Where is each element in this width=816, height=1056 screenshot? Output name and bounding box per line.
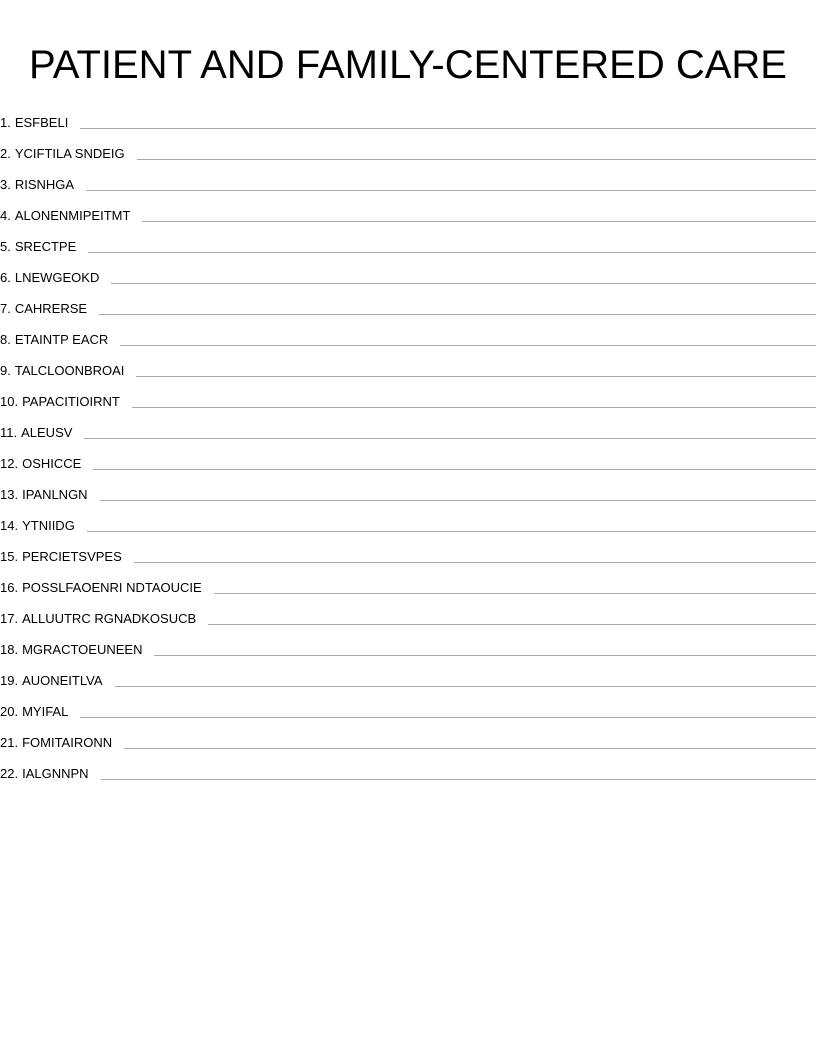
word-row — [0, 266, 816, 297]
scrambled-word: LNEWGEOKD — [14, 270, 100, 285]
item-number: 1. — [0, 115, 11, 130]
word-row — [0, 328, 816, 359]
answer-line[interactable] — [120, 330, 816, 346]
answer-line[interactable] — [136, 361, 816, 377]
word-scramble-list — [0, 111, 816, 793]
item-number: 9. — [0, 363, 11, 378]
scrambled-word: PERCIETSVPES — [22, 549, 122, 564]
answer-line[interactable] — [137, 144, 816, 160]
scrambled-word: OSHICCE — [22, 456, 82, 471]
word-row — [0, 235, 816, 266]
page-title: PATIENT AND FAMILY-CENTERED CARE — [29, 43, 787, 87]
scrambled-word: ALLUUTRC RGNADKOSUCB — [22, 611, 197, 626]
scrambled-word: YCIFTILA SNDEIG — [14, 146, 125, 161]
scrambled-word: IALGNNPN — [22, 766, 89, 781]
answer-line[interactable] — [86, 175, 816, 191]
answer-line[interactable] — [132, 392, 816, 408]
answer-line[interactable] — [115, 671, 816, 687]
word-row — [0, 297, 816, 328]
answer-line[interactable] — [142, 206, 816, 222]
item-number: 10. — [0, 394, 19, 409]
item-number: 4. — [0, 208, 11, 223]
word-row — [0, 700, 816, 731]
scrambled-word: AUONEITLVA — [22, 673, 103, 688]
scrambled-word: ALEUSV — [21, 425, 73, 440]
answer-line[interactable] — [93, 454, 816, 470]
word-row — [0, 483, 816, 514]
word-row — [0, 142, 816, 173]
scrambled-word: PAPACITIOIRNT — [22, 394, 120, 409]
scrambled-word: ALONENMIPEITMT — [14, 208, 131, 223]
answer-line[interactable] — [111, 268, 816, 284]
item-number: 15. — [0, 549, 19, 564]
scrambled-word: TALCLOONBROAI — [14, 363, 125, 378]
item-number: 18. — [0, 642, 19, 657]
answer-line[interactable] — [80, 702, 816, 718]
item-number: 6. — [0, 270, 11, 285]
word-row — [0, 514, 816, 545]
answer-line[interactable] — [124, 733, 816, 749]
item-number: 7. — [0, 301, 11, 316]
answer-line[interactable] — [214, 578, 816, 594]
answer-line[interactable] — [208, 609, 816, 625]
word-row — [0, 731, 816, 762]
scrambled-word: ETAINTP EACR — [14, 332, 109, 347]
word-row — [0, 204, 816, 235]
answer-line[interactable] — [134, 547, 816, 563]
item-number: 12. — [0, 456, 19, 471]
scrambled-word: RISNHGA — [14, 177, 75, 192]
item-number: 17. — [0, 611, 19, 626]
item-number: 22. — [0, 766, 19, 781]
item-number: 19. — [0, 673, 19, 688]
word-row — [0, 607, 816, 638]
item-number: 3. — [0, 177, 11, 192]
word-row — [0, 576, 816, 607]
word-row — [0, 111, 816, 142]
item-number: 11. — [0, 425, 18, 440]
scrambled-word: SRECTPE — [14, 239, 77, 254]
scrambled-word: MGRACTOEUNEEN — [22, 642, 143, 657]
answer-line[interactable] — [80, 113, 816, 129]
answer-line[interactable] — [88, 237, 816, 253]
item-number: 5. — [0, 239, 11, 254]
word-row — [0, 452, 816, 483]
answer-line[interactable] — [84, 423, 816, 439]
item-number: 8. — [0, 332, 11, 347]
scrambled-word: ESFBELI — [14, 115, 69, 130]
answer-line[interactable] — [101, 764, 816, 780]
word-row — [0, 390, 816, 421]
answer-line[interactable] — [99, 299, 816, 315]
item-number: 21. — [0, 735, 19, 750]
item-number: 14. — [0, 518, 19, 533]
scrambled-word: FOMITAIRONN — [22, 735, 113, 750]
scrambled-word: IPANLNGN — [22, 487, 88, 502]
scrambled-word: YTNIIDG — [22, 518, 75, 533]
scrambled-word: CAHRERSE — [14, 301, 88, 316]
word-row — [0, 173, 816, 204]
answer-line[interactable] — [100, 485, 816, 501]
scrambled-word: MYIFAL — [22, 704, 69, 719]
answer-line[interactable] — [87, 516, 816, 532]
scrambled-word: POSSLFAOENRI NDTAOUCIE — [22, 580, 202, 595]
item-number: 13. — [0, 487, 19, 502]
item-number: 16. — [0, 580, 19, 595]
item-number: 20. — [0, 704, 19, 719]
answer-line[interactable] — [154, 640, 816, 656]
word-row — [0, 638, 816, 669]
word-row — [0, 359, 816, 390]
word-row — [0, 669, 816, 700]
word-row — [0, 545, 816, 576]
word-row — [0, 421, 816, 452]
item-number: 2. — [0, 146, 11, 161]
word-row — [0, 762, 816, 793]
